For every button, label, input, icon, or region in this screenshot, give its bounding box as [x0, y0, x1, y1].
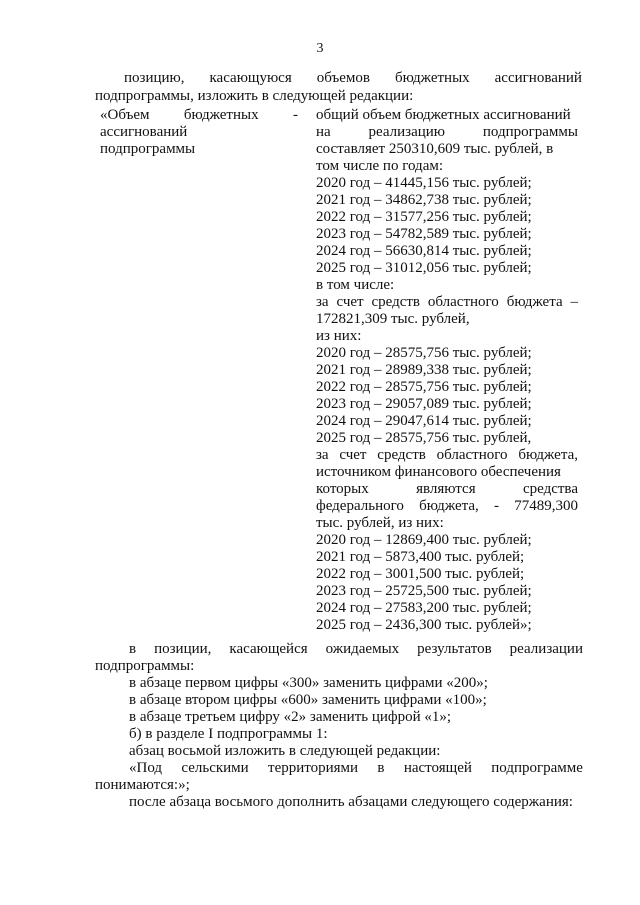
- intro-word: объемов: [316, 70, 370, 86]
- federal-word: областного: [436, 447, 508, 463]
- total-line-1: общий объем бюджетных ассигнований: [316, 107, 571, 123]
- total-word: на: [316, 124, 331, 140]
- including-line: в том числе:: [316, 277, 395, 293]
- paragraph-third: в абзаце третьем цифру «2» заменить цифрой «1»;: [129, 709, 452, 725]
- federal-word: бюджета,: [518, 447, 578, 463]
- year-federal-2021: 2021 год – 5873,400 тыс. рублей;: [316, 549, 525, 565]
- results-word: ожидаемых: [325, 641, 400, 657]
- paragraph-second: в абзаце втором цифры «600» заменить цифрами «100»;: [129, 692, 487, 708]
- regional-word: средств: [371, 294, 421, 310]
- section-b: б) в разделе I подпрограммы 1:: [129, 726, 328, 742]
- federal-line-4: [316, 498, 578, 515]
- left-cell-word: -: [292, 107, 298, 123]
- quote-word: территориями: [268, 760, 359, 776]
- left-cell-word: «Объем: [100, 107, 150, 123]
- intro-word: позицию,: [124, 70, 185, 86]
- results-word: в: [129, 641, 137, 657]
- federal-line-5: тыс. рублей, из них:: [316, 515, 444, 531]
- year-regional-2024: 2024 год – 29047,614 тыс. рублей;: [316, 413, 532, 429]
- total-line-2: [316, 124, 578, 141]
- quote-word: сельскими: [181, 760, 249, 776]
- quote-word: в: [377, 760, 385, 776]
- year-regional-2020: 2020 год – 28575,756 тыс. рублей;: [316, 345, 532, 361]
- quote-word: настоящей: [403, 760, 472, 776]
- year-federal-2024: 2024 год – 27583,200 тыс. рублей;: [316, 600, 532, 616]
- year-federal-2020: 2020 год – 12869,400 тыс. рублей;: [316, 532, 532, 548]
- year-total-2020: 2020 год – 41445,156 тыс. рублей;: [316, 175, 532, 191]
- results-word: позиции,: [154, 641, 212, 657]
- intro-line-2: подпрограммы, изложить в следующей редакции:: [95, 88, 414, 104]
- federal-word: бюджета,: [419, 498, 479, 514]
- page-number: 3: [316, 41, 324, 56]
- left-cell-line-2: ассигнований: [100, 124, 188, 140]
- federal-word: за: [316, 447, 329, 463]
- paragraph-first: в абзаце первом цифры «300» заменить цифрами «200»;: [129, 675, 488, 691]
- quote-word: подпрограмме: [491, 760, 583, 776]
- federal-word: являются: [416, 481, 476, 497]
- year-federal-2025: 2025 год – 2436,300 тыс. рублей»;: [316, 617, 532, 633]
- regional-word: бюджета: [506, 294, 563, 310]
- federal-line-1: [316, 447, 578, 464]
- regional-line-2: 172821,309 тыс. рублей,: [316, 311, 470, 327]
- federal-word: 77489,300: [514, 498, 578, 514]
- year-total-2022: 2022 год – 31577,256 тыс. рублей;: [316, 209, 532, 225]
- results-line-1: [95, 641, 583, 658]
- year-federal-2023: 2023 год – 25725,500 тыс. рублей;: [316, 583, 532, 599]
- federal-word: средств: [377, 447, 426, 463]
- intro-word: ассигнований: [494, 70, 582, 86]
- regional-word: –: [570, 294, 578, 310]
- intro-word: касающуюся: [209, 70, 292, 86]
- quote-word: «Под: [129, 760, 163, 776]
- year-regional-2022: 2022 год – 28575,756 тыс. рублей;: [316, 379, 532, 395]
- federal-line-2: источником финансового обеспечения: [316, 464, 561, 480]
- year-total-2024: 2024 год – 56630,814 тыс. рублей;: [316, 243, 532, 259]
- regional-word: областного: [427, 294, 499, 310]
- year-total-2023: 2023 год – 54782,589 тыс. рублей;: [316, 226, 532, 242]
- year-regional-2021: 2021 год – 28989,338 тыс. рублей;: [316, 362, 532, 378]
- intro-line-1: [124, 70, 582, 87]
- results-word: реализации: [509, 641, 583, 657]
- regional-word: счет: [336, 294, 364, 310]
- quote-line-1: [95, 760, 583, 777]
- year-regional-2023: 2023 год – 29057,089 тыс. рублей;: [316, 396, 532, 412]
- total-line-4: том числе по годам:: [316, 158, 444, 174]
- federal-word: которых: [316, 481, 369, 497]
- year-regional-2025: 2025 год – 28575,756 тыс. рублей,: [316, 430, 532, 446]
- federal-word: федерального: [316, 498, 404, 514]
- left-cell-line-1: [100, 107, 298, 124]
- total-word: реализацию: [368, 124, 446, 140]
- quote-line-2: понимаются:»;: [95, 777, 190, 793]
- year-federal-2022: 2022 год – 3001,500 тыс. рублей;: [316, 566, 525, 582]
- year-total-2025: 2025 год – 31012,056 тыс. рублей;: [316, 260, 532, 276]
- results-word: касающейся: [229, 641, 308, 657]
- paragraph-eighth: абзац восьмой изложить в следующей редакции:: [129, 743, 441, 759]
- federal-word: средства: [522, 481, 578, 497]
- regional-word: за: [316, 294, 329, 310]
- federal-line-3: [316, 481, 578, 498]
- amendments-section: [95, 641, 583, 811]
- table-left-cell: [100, 107, 298, 158]
- year-total-2021: 2021 год – 34862,738 тыс. рублей;: [316, 192, 532, 208]
- after-paragraph-eighth: после абзаца восьмого дополнить абзацами следующего содержания:: [129, 794, 573, 810]
- results-line-2: подпрограммы:: [95, 658, 195, 674]
- total-line-3: составляет 250310,609 тыс. рублей, в: [316, 141, 554, 157]
- federal-word: -: [494, 498, 500, 514]
- total-word: подпрограммы: [482, 124, 578, 140]
- regional-of-which: из них:: [316, 328, 362, 344]
- left-cell-line-3: подпрограммы: [100, 141, 196, 157]
- left-cell-word: бюджетных: [183, 107, 259, 123]
- intro-word: бюджетных: [394, 70, 470, 86]
- regional-line-1: [316, 294, 578, 311]
- federal-word: счет: [339, 447, 367, 463]
- table-right-cell: [316, 107, 578, 634]
- results-word: результатов: [417, 641, 492, 657]
